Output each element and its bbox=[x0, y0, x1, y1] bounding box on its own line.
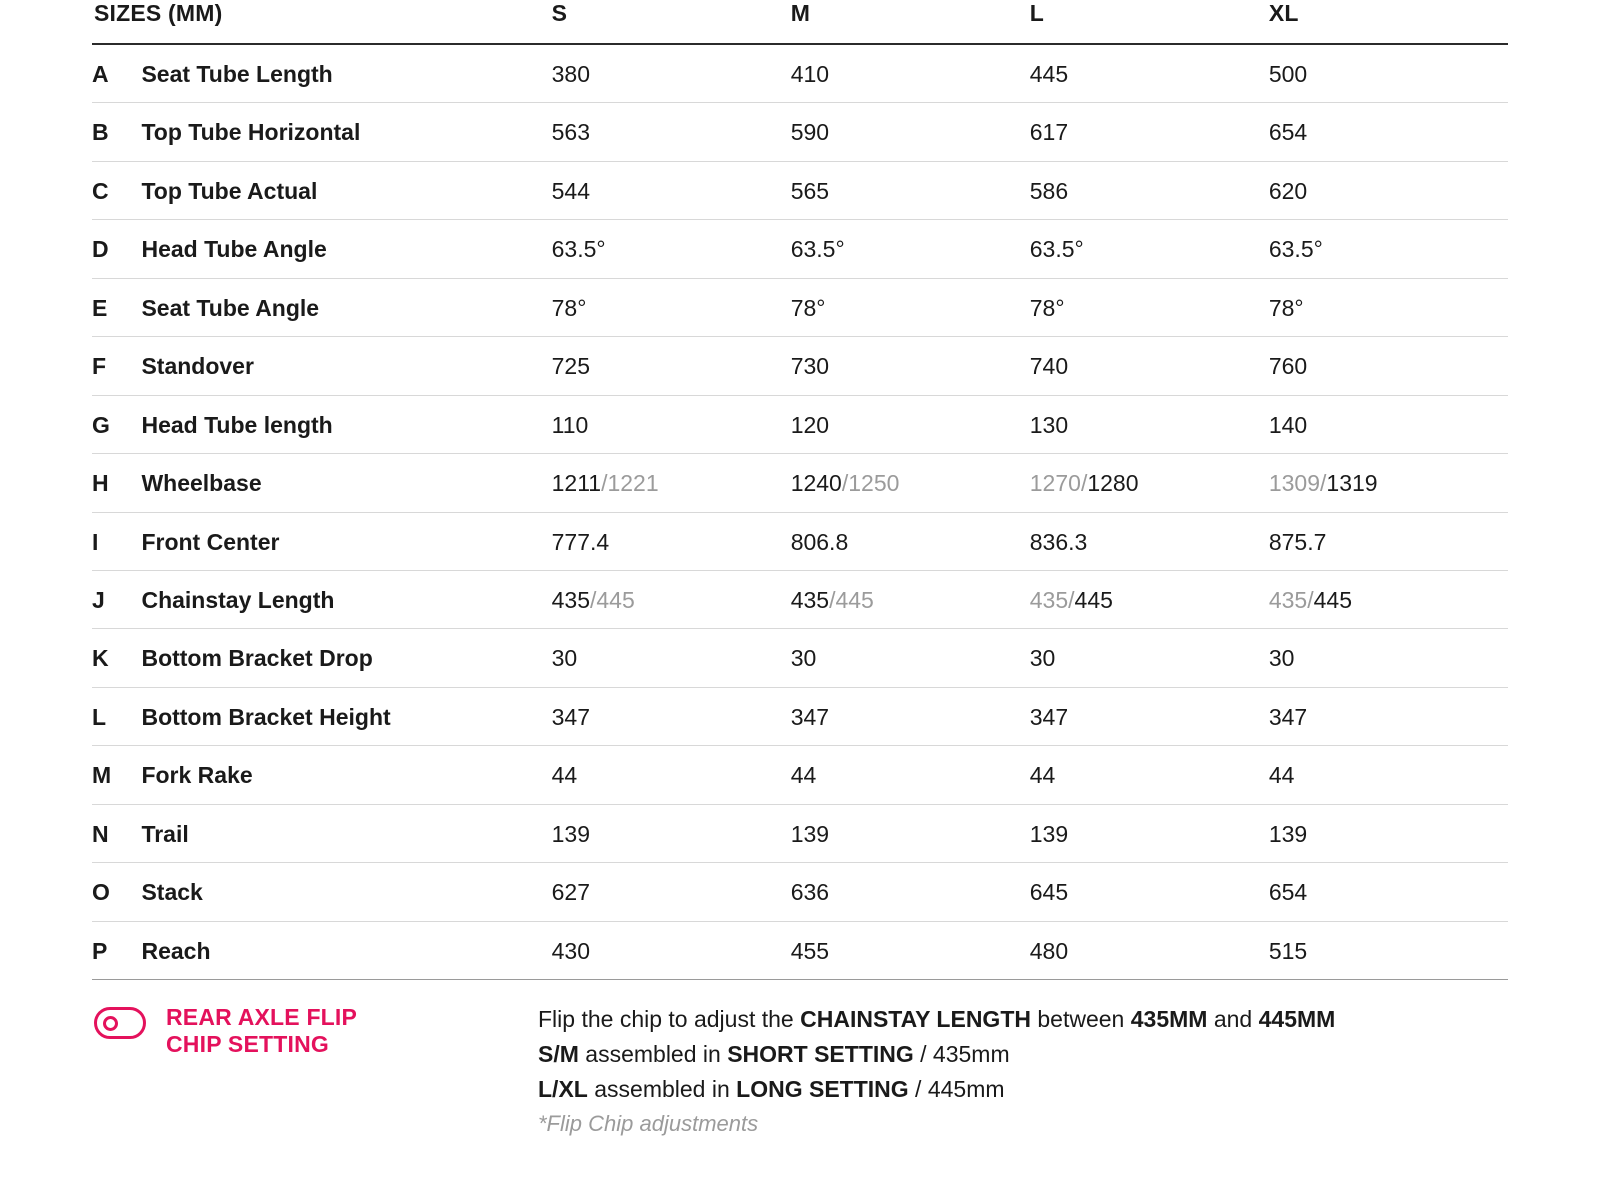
table-row bbox=[92, 220, 1508, 278]
row-value: 563 bbox=[552, 103, 791, 161]
row-label: Trail bbox=[141, 804, 551, 862]
row-letter: L bbox=[92, 687, 141, 745]
row-label: Top Tube Horizontal bbox=[141, 103, 551, 161]
note-2-c: SHORT SETTING bbox=[727, 1040, 914, 1067]
note-line-1 bbox=[538, 1002, 1508, 1037]
row-value: 380 bbox=[552, 44, 791, 103]
row-label: Chainstay Length bbox=[141, 570, 551, 628]
row-value: 645 bbox=[1030, 863, 1269, 921]
row-letter: M bbox=[92, 746, 141, 804]
table-row bbox=[92, 921, 1508, 979]
column-header-s: S bbox=[552, 0, 791, 44]
row-label: Standover bbox=[141, 337, 551, 395]
row-value: 30 bbox=[552, 629, 791, 687]
row-value: 654 bbox=[1269, 863, 1508, 921]
note-2-a: S/M bbox=[538, 1040, 579, 1067]
row-value: 130 bbox=[1030, 395, 1269, 453]
row-value: 806.8 bbox=[791, 512, 1030, 570]
flip-chip-description bbox=[538, 1002, 1508, 1140]
row-value: 590 bbox=[791, 103, 1030, 161]
footer-notes bbox=[92, 1002, 1508, 1140]
row-value: 654 bbox=[1269, 103, 1508, 161]
table-row bbox=[92, 395, 1508, 453]
row-letter: N bbox=[92, 804, 141, 862]
note-1-d: 435MM bbox=[1130, 1006, 1208, 1032]
table-row bbox=[92, 337, 1508, 395]
row-letter: C bbox=[92, 161, 141, 219]
row-label: Reach bbox=[141, 921, 551, 979]
row-value: 63.5° bbox=[1269, 220, 1508, 278]
row-value: 347 bbox=[1269, 687, 1508, 745]
note-2-b: assembled in bbox=[578, 1040, 728, 1067]
row-value: 875.7 bbox=[1269, 512, 1508, 570]
row-value: 620 bbox=[1269, 161, 1508, 219]
note-3-c: LONG SETTING bbox=[736, 1075, 909, 1102]
row-value: 347 bbox=[1030, 687, 1269, 745]
row-value: 435/445 bbox=[1269, 570, 1508, 628]
table-row bbox=[92, 687, 1508, 745]
row-value: 586 bbox=[1030, 161, 1269, 219]
row-value: 347 bbox=[791, 687, 1030, 745]
row-value: 1240/1250 bbox=[791, 454, 1030, 512]
note-1-b: CHAINSTAY LENGTH bbox=[800, 1006, 1031, 1032]
row-value: 78° bbox=[552, 278, 791, 336]
note-line-2 bbox=[538, 1037, 1508, 1072]
note-line-4: *Flip Chip adjustments bbox=[538, 1110, 759, 1136]
note-line-3 bbox=[538, 1072, 1508, 1107]
table-header bbox=[92, 0, 1508, 44]
row-label: Head Tube Angle bbox=[141, 220, 551, 278]
row-value: 139 bbox=[791, 804, 1030, 862]
row-value: 78° bbox=[791, 278, 1030, 336]
row-letter: K bbox=[92, 629, 141, 687]
table-row bbox=[92, 863, 1508, 921]
row-value: 500 bbox=[1269, 44, 1508, 103]
row-letter: E bbox=[92, 278, 141, 336]
table-row bbox=[92, 512, 1508, 570]
row-value: 139 bbox=[1269, 804, 1508, 862]
row-value: 515 bbox=[1269, 921, 1508, 979]
table-row bbox=[92, 278, 1508, 336]
note-1-c: between bbox=[1031, 1006, 1131, 1032]
row-value: 44 bbox=[1030, 746, 1269, 804]
row-value: 78° bbox=[1269, 278, 1508, 336]
row-value: 435/445 bbox=[552, 570, 791, 628]
row-value: 544 bbox=[552, 161, 791, 219]
row-label: Stack bbox=[141, 863, 551, 921]
table-header-row bbox=[92, 0, 1508, 44]
geometry-table bbox=[92, 0, 1508, 980]
row-value: 565 bbox=[791, 161, 1030, 219]
row-label: Bottom Bracket Height bbox=[141, 687, 551, 745]
row-letter: P bbox=[92, 921, 141, 979]
row-value: 760 bbox=[1269, 337, 1508, 395]
row-value: 44 bbox=[791, 746, 1030, 804]
row-letter: J bbox=[92, 570, 141, 628]
row-label: Seat Tube Length bbox=[141, 44, 551, 103]
row-value: 110 bbox=[552, 395, 791, 453]
row-value: 627 bbox=[552, 863, 791, 921]
row-label: Top Tube Actual bbox=[141, 161, 551, 219]
column-header-sizes: SIZES (MM) bbox=[92, 0, 552, 44]
row-letter: H bbox=[92, 454, 141, 512]
column-header-l: L bbox=[1030, 0, 1269, 44]
flip-chip-block bbox=[92, 1002, 538, 1058]
row-value: 140 bbox=[1269, 395, 1508, 453]
table-row bbox=[92, 454, 1508, 512]
column-header-xl: XL bbox=[1269, 0, 1508, 44]
row-value: 1309/1319 bbox=[1269, 454, 1508, 512]
row-value: 139 bbox=[552, 804, 791, 862]
row-value: 730 bbox=[791, 337, 1030, 395]
row-value: 120 bbox=[791, 395, 1030, 453]
row-value: 30 bbox=[791, 629, 1030, 687]
row-value: 740 bbox=[1030, 337, 1269, 395]
table-row bbox=[92, 746, 1508, 804]
note-1-f: 445MM bbox=[1258, 1006, 1336, 1032]
row-value: 430 bbox=[552, 921, 791, 979]
row-letter: G bbox=[92, 395, 141, 453]
flip-chip-label bbox=[166, 1004, 357, 1058]
row-label: Fork Rake bbox=[141, 746, 551, 804]
row-value: 836.3 bbox=[1030, 512, 1269, 570]
row-letter: B bbox=[92, 103, 141, 161]
row-value: 410 bbox=[791, 44, 1030, 103]
note-3-b: assembled in bbox=[587, 1075, 737, 1102]
note-3-a: L/XL bbox=[538, 1075, 588, 1102]
row-letter: I bbox=[92, 512, 141, 570]
row-label: Seat Tube Angle bbox=[141, 278, 551, 336]
note-1-e: and bbox=[1207, 1006, 1259, 1032]
note-1-a: Flip the chip to adjust the bbox=[538, 1006, 801, 1032]
table-row bbox=[92, 570, 1508, 628]
row-value: 617 bbox=[1030, 103, 1269, 161]
note-2-d: / 435mm bbox=[913, 1040, 1010, 1067]
row-value: 30 bbox=[1030, 629, 1269, 687]
row-value: 435/445 bbox=[791, 570, 1030, 628]
row-label: Head Tube length bbox=[141, 395, 551, 453]
table-row bbox=[92, 629, 1508, 687]
row-value: 44 bbox=[552, 746, 791, 804]
row-label: Wheelbase bbox=[141, 454, 551, 512]
table-row bbox=[92, 161, 1508, 219]
row-value: 455 bbox=[791, 921, 1030, 979]
flip-chip-label-line1: REAR AXLE FLIP bbox=[166, 1004, 358, 1030]
row-label: Bottom Bracket Drop bbox=[141, 629, 551, 687]
row-value: 44 bbox=[1269, 746, 1508, 804]
column-header-m: M bbox=[791, 0, 1030, 44]
row-letter: A bbox=[92, 44, 141, 103]
row-value: 63.5° bbox=[552, 220, 791, 278]
row-value: 636 bbox=[791, 863, 1030, 921]
row-letter: F bbox=[92, 337, 141, 395]
table-row bbox=[92, 103, 1508, 161]
table-body bbox=[92, 44, 1508, 980]
row-value: 777.4 bbox=[552, 512, 791, 570]
row-value: 1270/1280 bbox=[1030, 454, 1269, 512]
table-row bbox=[92, 44, 1508, 103]
row-value: 30 bbox=[1269, 629, 1508, 687]
row-value: 445 bbox=[1030, 44, 1269, 103]
table-row bbox=[92, 804, 1508, 862]
row-value: 435/445 bbox=[1030, 570, 1269, 628]
row-value: 63.5° bbox=[791, 220, 1030, 278]
row-value: 63.5° bbox=[1030, 220, 1269, 278]
row-value: 139 bbox=[1030, 804, 1269, 862]
flip-chip-dot bbox=[103, 1016, 118, 1031]
row-value: 480 bbox=[1030, 921, 1269, 979]
row-value: 78° bbox=[1030, 278, 1269, 336]
row-value: 1211/1221 bbox=[552, 454, 791, 512]
flip-chip-label-line2: CHIP SETTING bbox=[166, 1030, 329, 1057]
row-label: Front Center bbox=[141, 512, 551, 570]
note-3-d: / 445mm bbox=[908, 1075, 1005, 1102]
row-value: 725 bbox=[552, 337, 791, 395]
row-letter: D bbox=[92, 220, 141, 278]
row-value: 347 bbox=[552, 687, 791, 745]
row-letter: O bbox=[92, 863, 141, 921]
flip-chip-icon bbox=[94, 1007, 146, 1039]
